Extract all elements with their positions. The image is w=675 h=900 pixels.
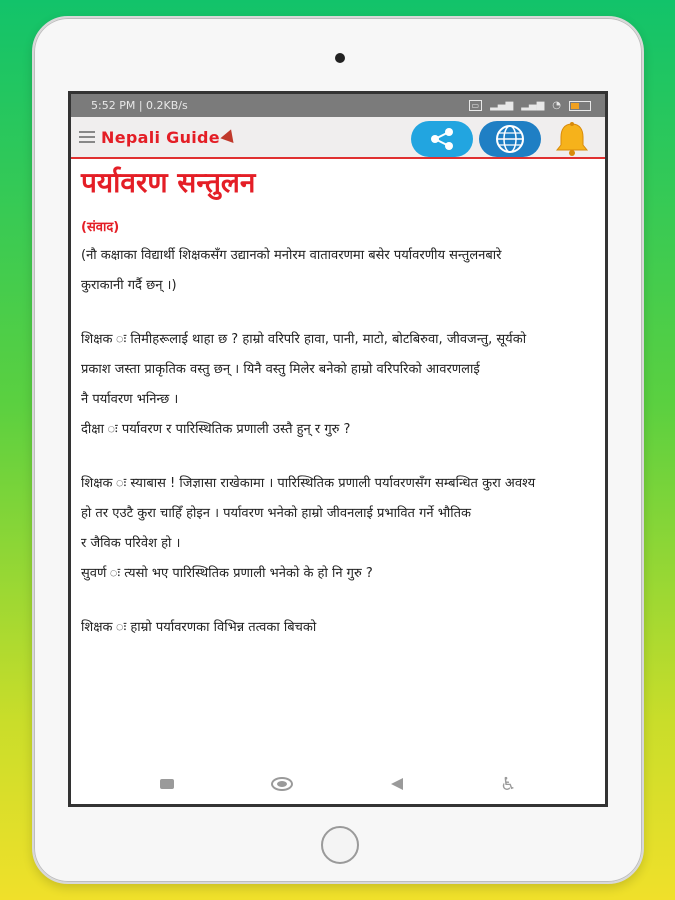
- paragraph: सुवर्ण ः त्यसो भए पारिस्थितिक प्रणाली भनेको के हो नि गुरु ?: [81, 566, 373, 581]
- recents-icon[interactable]: [160, 779, 174, 789]
- share-button[interactable]: [411, 121, 473, 157]
- paragraph: (नौ कक्षाका विद्यार्थी शिक्षकसँग उद्यानको मनोरम वातावरणमा बसेर पर्यावरणीय सन्तुलनबारे: [81, 248, 502, 263]
- wifi-icon: ◔: [552, 100, 561, 111]
- camera-icon: [335, 53, 345, 63]
- paragraph: शिक्षक ः स्याबास ! जिज्ञासा राखेकामा । पारिस्थितिक प्रणाली पर्यावरणसँग सम्बन्धित कुरा अवश्य: [81, 476, 536, 491]
- status-bar: [71, 94, 605, 117]
- paragraph: नै पर्यावरण भनिन्छ ।: [81, 392, 179, 407]
- volte-icon: ▭: [469, 100, 483, 111]
- article-content: [71, 159, 605, 637]
- status-icons: [469, 100, 591, 111]
- app-title: Nepali Guide: [101, 127, 220, 147]
- content-fade: [71, 750, 605, 764]
- home-icon[interactable]: [271, 777, 293, 791]
- app-bar: [71, 117, 605, 159]
- phone-screen: [68, 91, 608, 807]
- system-nav-bar: [71, 764, 605, 804]
- paragraph: दीक्षा ः पर्यावरण र पारिस्थितिक प्रणाली उस्तै हुन् र गुरु ?: [81, 422, 351, 437]
- hamburger-menu-icon[interactable]: [71, 131, 101, 143]
- signal-icon: ▂▄▆: [521, 100, 545, 111]
- paragraph: शिक्षक ः तिमीहरूलाई थाहा छ ? हाम्रो वरिपरि हावा, पानी, माटो, बोटबिरुवा, जीवजन्तु, सूर्यको: [81, 332, 527, 347]
- home-hardware-button[interactable]: [321, 826, 359, 864]
- article-title: पर्यावरण सन्तुलन: [81, 166, 256, 199]
- battery-icon: [569, 101, 591, 111]
- share-icon: [429, 127, 455, 151]
- paragraph: शिक्षक ः हाम्रो पर्यावरणका विभिन्न तत्वका बिचको: [81, 620, 317, 635]
- globe-icon: [495, 124, 525, 154]
- app-actions: [411, 120, 597, 158]
- paragraph: प्रकाश जस्ता प्राकृतिक वस्तु छन् । यिनै वस्तु मिलेर बनेको हाम्रो वरिपरिको आवरणलाई: [81, 362, 480, 377]
- nepal-flag-icon: [220, 127, 237, 143]
- notification-button[interactable]: [547, 120, 597, 158]
- paragraph: कुराकानी गर्दै छन् ।): [81, 278, 177, 293]
- accessibility-icon[interactable]: ♿: [500, 773, 517, 795]
- signal-icon: ▂▄▆: [490, 100, 514, 111]
- back-icon[interactable]: [391, 778, 403, 790]
- status-time: 5:52 PM | 0.2KB/s: [91, 99, 188, 112]
- paragraph: र जैविक परिवेश हो ।: [81, 536, 181, 551]
- globe-button[interactable]: [479, 121, 541, 157]
- bell-icon: [552, 121, 592, 157]
- article-subtitle: (संवाद): [81, 220, 120, 235]
- paragraph: हो तर एउटै कुरा चाहिँ होइन । पर्यावरण भनेको हाम्रो जीवनलाई प्रभावित गर्ने भौतिक: [81, 506, 472, 521]
